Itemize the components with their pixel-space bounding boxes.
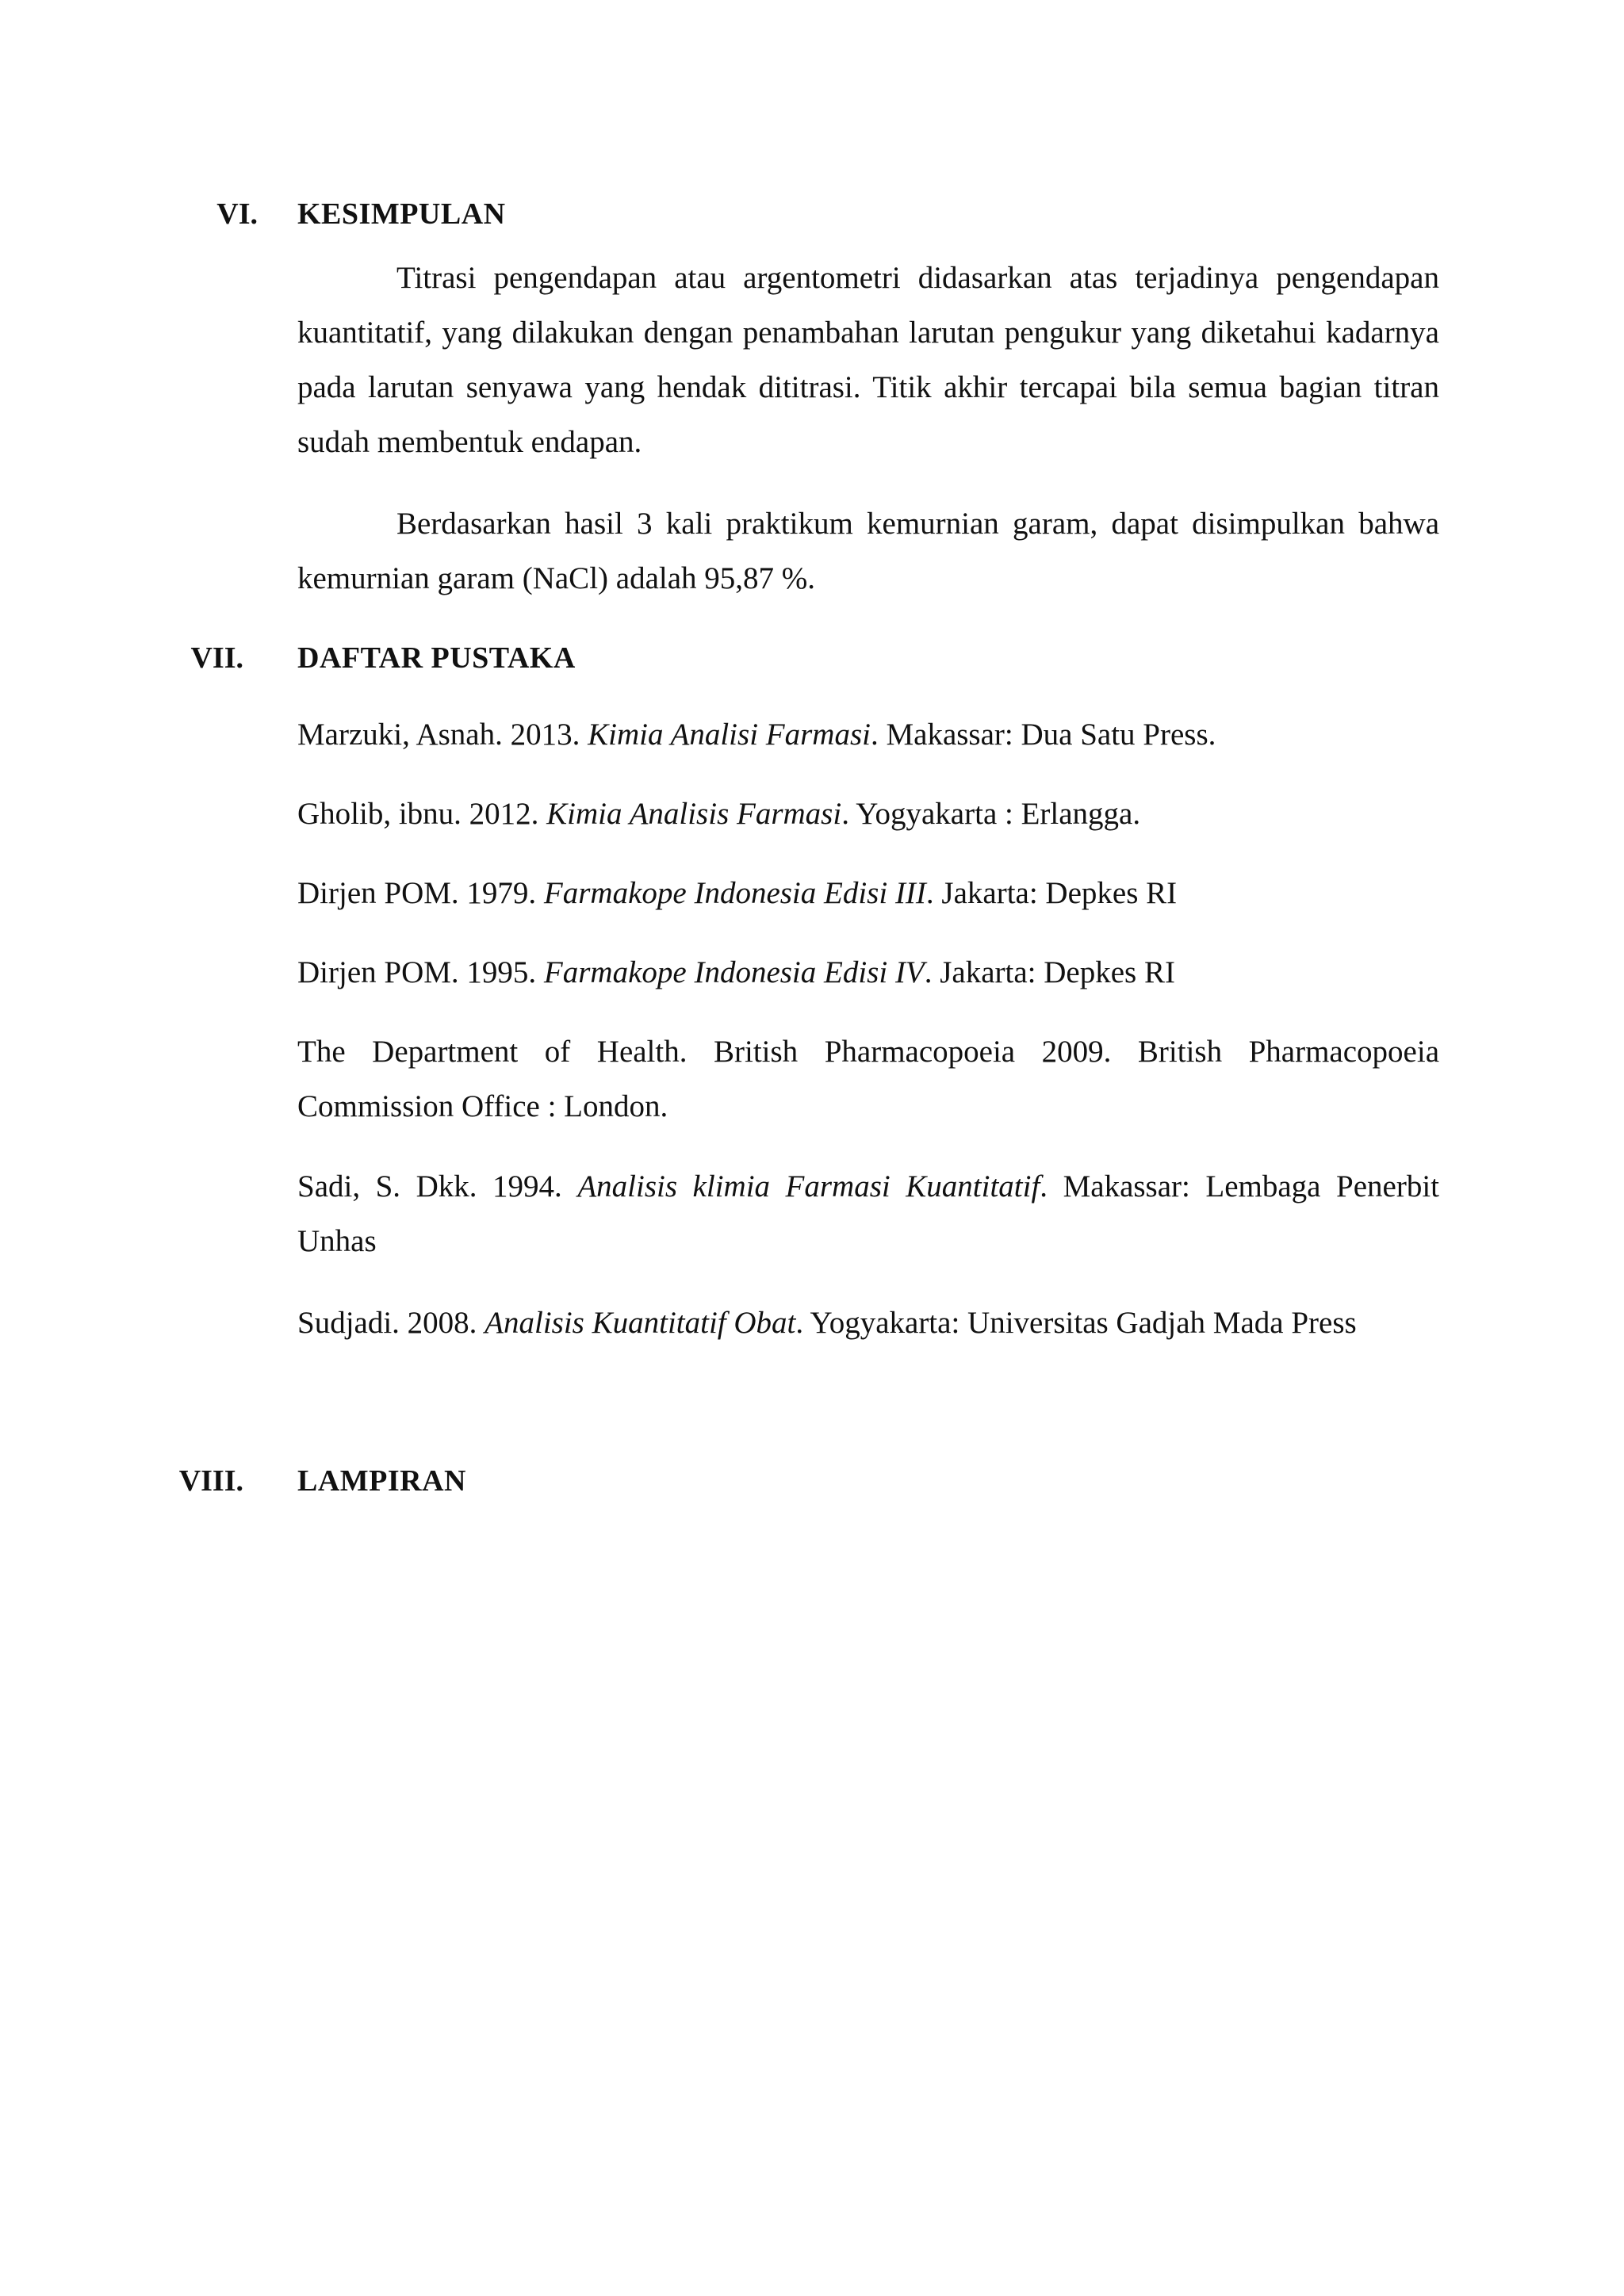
reference-item-3: Dirjen POM. 1979. Farmakope Indonesia Edisi III. Jakarta: Depkes RI — [297, 876, 1178, 910]
reference-item-2: Gholib, ibnu. 2012. Kimia Analisis Farmasi. Yogyakarta : Erlangga. — [297, 797, 1141, 831]
section-number-vi: VI. — [216, 197, 258, 231]
conclusion-paragraph-2: Berdasarkan hasil 3 kali praktikum kemurnian garam, dapat disimpulkan bahwa kemurnian garam (NaCl) adalah 95,87 %. — [297, 507, 1439, 595]
section-title-lampiran: LAMPIRAN — [297, 1464, 466, 1498]
reference-item-6: Sadi, S. Dkk. 1994. Analisis klimia Farmasi Kuantitatif. Makassar: Lembaga Penerbit Unhas — [297, 1169, 1439, 1258]
conclusion-paragraph-1: Titrasi pengendapan atau argentometri didasarkan atas terjadinya pengendapan kuantitatif, yang dilakukan dengan penambahan larutan pengukur yang diketahui kadarnya pada larutan senyawa yang hendak dititrasi. Titik akhir tercapai bila semua bagian titran sudah membentuk endapan. — [297, 261, 1439, 459]
section-title-daftar-pustaka: DAFTAR PUSTAKA — [297, 641, 576, 675]
reference-item-7: Sudjadi. 2008. Analisis Kuantitatif Obat. Yogyakarta: Universitas Gadjah Mada Press — [297, 1306, 1357, 1340]
section-number-viii: VIII. — [178, 1464, 243, 1498]
section-title-kesimpulan: KESIMPULAN — [297, 197, 506, 231]
reference-item-4: Dirjen POM. 1995. Farmakope Indonesia Edisi IV. Jakarta: Depkes RI — [297, 955, 1175, 989]
reference-item-1: Marzuki, Asnah. 2013. Kimia Analisi Farmasi. Makassar: Dua Satu Press. — [297, 718, 1216, 752]
reference-item-5: The Department of Health. British Pharmacopoeia 2009. British Pharmacopoeia Commission Office : London. — [297, 1035, 1439, 1123]
section-number-vii: VII. — [190, 641, 243, 675]
